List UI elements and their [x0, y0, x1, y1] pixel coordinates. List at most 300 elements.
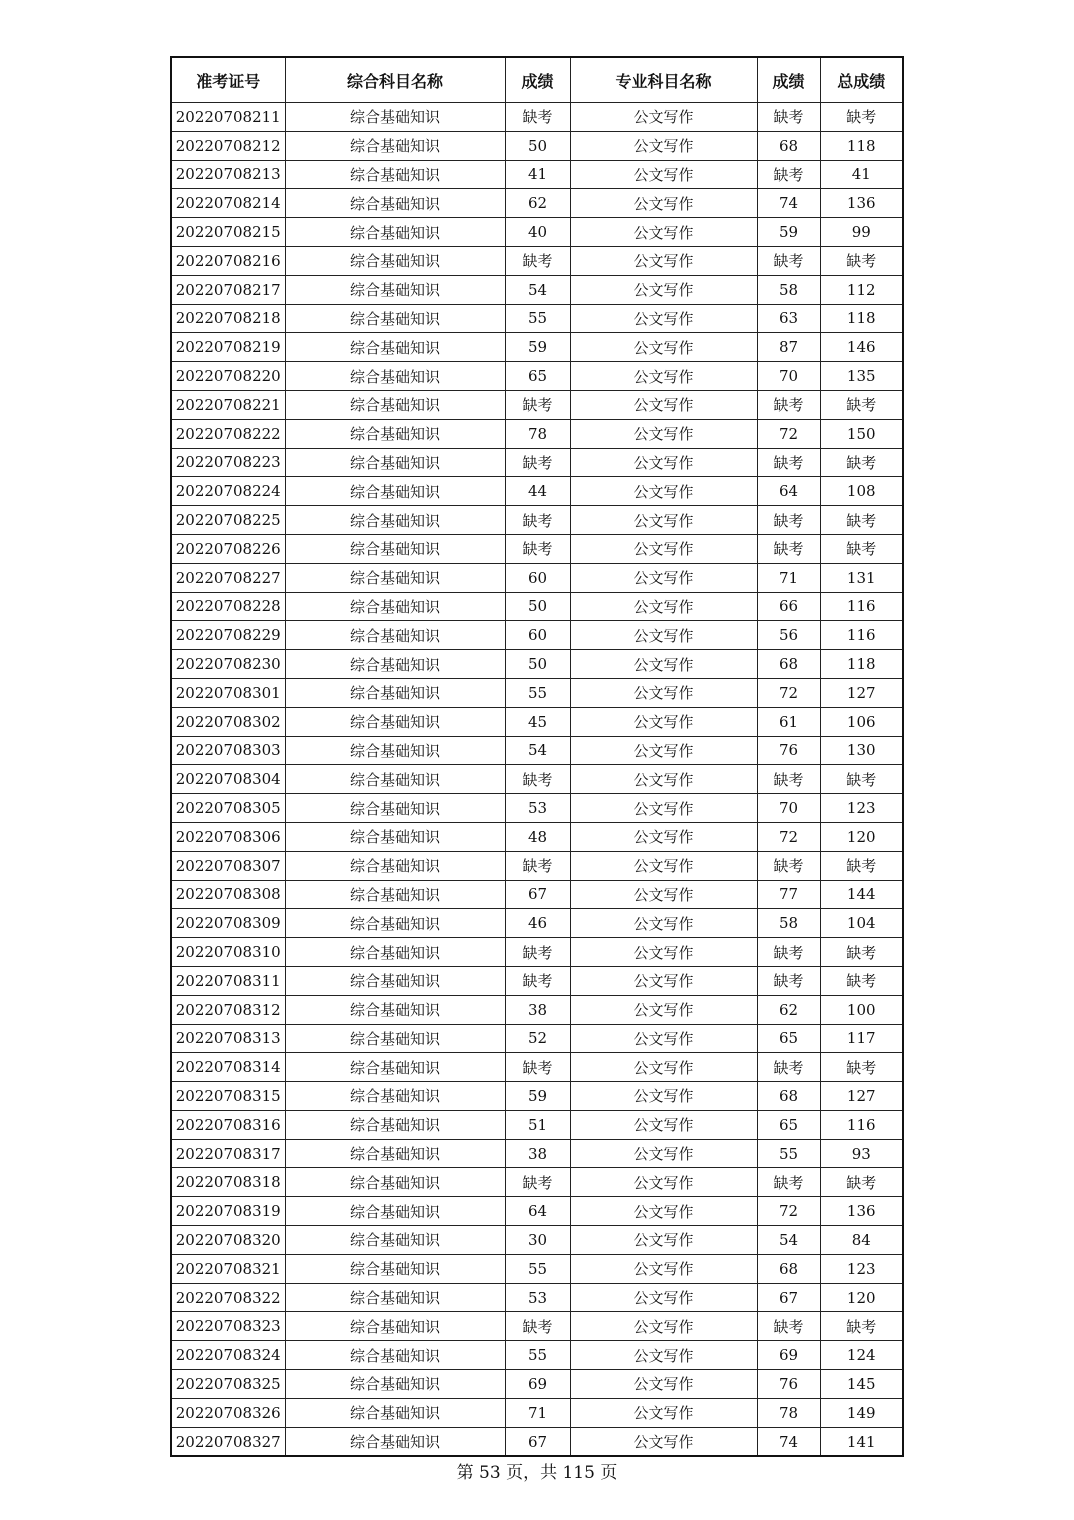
cell-general-subject: 综合基础知识 — [285, 1024, 505, 1053]
cell-general-subject: 综合基础知识 — [285, 1197, 505, 1226]
cell-total-score: 131 — [820, 563, 903, 592]
cell-total-score: 118 — [820, 650, 903, 679]
cell-total-score: 缺考 — [820, 390, 903, 419]
cell-total-score: 缺考 — [820, 851, 903, 880]
table-row — [171, 1053, 903, 1082]
cell-exam-id: 20220708216 — [171, 246, 285, 275]
cell-major-subject: 公文写作 — [570, 160, 757, 189]
cell-exam-id: 20220708320 — [171, 1226, 285, 1255]
cell-exam-id: 20220708228 — [171, 592, 285, 621]
cell-major-subject: 公文写作 — [570, 563, 757, 592]
cell-major-score: 59 — [757, 218, 820, 247]
cell-exam-id: 20220708316 — [171, 1110, 285, 1139]
cell-exam-id: 20220708301 — [171, 678, 285, 707]
cell-general-score: 55 — [505, 1254, 570, 1283]
table-row — [171, 794, 903, 823]
header-major-score: 成绩 — [757, 57, 820, 103]
cell-exam-id: 20220708220 — [171, 362, 285, 391]
cell-total-score: 缺考 — [820, 448, 903, 477]
cell-general-score: 45 — [505, 707, 570, 736]
cell-total-score: 117 — [820, 1024, 903, 1053]
cell-total-score: 84 — [820, 1226, 903, 1255]
cell-major-score: 55 — [757, 1139, 820, 1168]
cell-total-score: 108 — [820, 477, 903, 506]
table-row — [171, 506, 903, 535]
cell-major-subject: 公文写作 — [570, 1370, 757, 1399]
cell-major-score: 缺考 — [757, 534, 820, 563]
cell-total-score: 缺考 — [820, 1312, 903, 1341]
cell-major-score: 70 — [757, 362, 820, 391]
cell-general-subject: 综合基础知识 — [285, 1053, 505, 1082]
cell-major-score: 54 — [757, 1226, 820, 1255]
cell-general-subject: 综合基础知识 — [285, 880, 505, 909]
table-row — [171, 1312, 903, 1341]
cell-major-subject: 公文写作 — [570, 189, 757, 218]
table-row — [171, 880, 903, 909]
cell-total-score: 缺考 — [820, 103, 903, 132]
cell-total-score: 130 — [820, 736, 903, 765]
cell-exam-id: 20220708305 — [171, 794, 285, 823]
cell-major-subject: 公文写作 — [570, 1254, 757, 1283]
cell-total-score: 123 — [820, 1254, 903, 1283]
cell-major-subject: 公文写作 — [570, 1283, 757, 1312]
cell-major-subject: 公文写作 — [570, 304, 757, 333]
table-row — [171, 707, 903, 736]
cell-major-score: 77 — [757, 880, 820, 909]
cell-total-score: 118 — [820, 131, 903, 160]
cell-general-subject: 综合基础知识 — [285, 534, 505, 563]
table-row — [171, 736, 903, 765]
cell-general-subject: 综合基础知识 — [285, 621, 505, 650]
cell-exam-id: 20220708224 — [171, 477, 285, 506]
cell-major-score: 缺考 — [757, 1053, 820, 1082]
cell-total-score: 116 — [820, 1110, 903, 1139]
cell-general-subject: 综合基础知识 — [285, 736, 505, 765]
cell-exam-id: 20220708314 — [171, 1053, 285, 1082]
cell-general-subject: 综合基础知识 — [285, 909, 505, 938]
table-body — [171, 103, 903, 1457]
cell-general-subject: 综合基础知识 — [285, 275, 505, 304]
cell-major-subject: 公文写作 — [570, 275, 757, 304]
cell-general-subject: 综合基础知识 — [285, 1341, 505, 1370]
cell-major-subject: 公文写作 — [570, 534, 757, 563]
table-row — [171, 851, 903, 880]
cell-exam-id: 20220708309 — [171, 909, 285, 938]
cell-total-score: 123 — [820, 794, 903, 823]
cell-major-subject: 公文写作 — [570, 822, 757, 851]
cell-general-subject: 综合基础知识 — [285, 477, 505, 506]
cell-major-score: 78 — [757, 1398, 820, 1427]
table-row — [171, 1110, 903, 1139]
cell-exam-id: 20220708229 — [171, 621, 285, 650]
cell-major-score: 缺考 — [757, 103, 820, 132]
table-row — [171, 1082, 903, 1111]
cell-general-subject: 综合基础知识 — [285, 131, 505, 160]
cell-general-score: 55 — [505, 678, 570, 707]
cell-major-subject: 公文写作 — [570, 390, 757, 419]
table-row — [171, 477, 903, 506]
cell-general-subject: 综合基础知识 — [285, 448, 505, 477]
cell-exam-id: 20220708223 — [171, 448, 285, 477]
cell-general-score: 46 — [505, 909, 570, 938]
cell-exam-id: 20220708215 — [171, 218, 285, 247]
cell-general-subject: 综合基础知识 — [285, 103, 505, 132]
cell-major-score: 72 — [757, 822, 820, 851]
cell-general-score: 67 — [505, 1427, 570, 1456]
cell-major-subject: 公文写作 — [570, 707, 757, 736]
cell-major-subject: 公文写作 — [570, 650, 757, 679]
cell-major-subject: 公文写作 — [570, 477, 757, 506]
cell-general-subject: 综合基础知识 — [285, 1283, 505, 1312]
table-row — [171, 304, 903, 333]
table-row — [171, 160, 903, 189]
table-row — [171, 275, 903, 304]
table-row — [171, 678, 903, 707]
cell-total-score: 缺考 — [820, 246, 903, 275]
cell-general-score: 30 — [505, 1226, 570, 1255]
cell-total-score: 127 — [820, 1082, 903, 1111]
table-row — [171, 1197, 903, 1226]
cell-major-subject: 公文写作 — [570, 678, 757, 707]
cell-general-score: 55 — [505, 304, 570, 333]
cell-major-score: 62 — [757, 995, 820, 1024]
cell-major-subject: 公文写作 — [570, 880, 757, 909]
header-exam-id: 准考证号 — [171, 57, 285, 103]
cell-general-score: 50 — [505, 592, 570, 621]
cell-exam-id: 20220708212 — [171, 131, 285, 160]
cell-major-score: 68 — [757, 650, 820, 679]
cell-general-subject: 综合基础知识 — [285, 1427, 505, 1456]
cell-general-subject: 综合基础知识 — [285, 160, 505, 189]
cell-major-subject: 公文写作 — [570, 103, 757, 132]
cell-major-subject: 公文写作 — [570, 419, 757, 448]
cell-general-subject: 综合基础知识 — [285, 304, 505, 333]
cell-total-score: 144 — [820, 880, 903, 909]
cell-major-subject: 公文写作 — [570, 1341, 757, 1370]
cell-major-score: 缺考 — [757, 390, 820, 419]
table-row — [171, 362, 903, 391]
cell-general-subject: 综合基础知识 — [285, 765, 505, 794]
cell-total-score: 106 — [820, 707, 903, 736]
cell-general-score: 51 — [505, 1110, 570, 1139]
cell-major-score: 58 — [757, 909, 820, 938]
cell-exam-id: 20220708213 — [171, 160, 285, 189]
cell-total-score: 缺考 — [820, 1168, 903, 1197]
cell-total-score: 120 — [820, 822, 903, 851]
cell-exam-id: 20220708218 — [171, 304, 285, 333]
cell-general-score: 缺考 — [505, 966, 570, 995]
cell-general-score: 53 — [505, 1283, 570, 1312]
cell-major-score: 63 — [757, 304, 820, 333]
cell-major-subject: 公文写作 — [570, 506, 757, 535]
cell-general-score: 64 — [505, 1197, 570, 1226]
table-row — [171, 246, 903, 275]
cell-exam-id: 20220708304 — [171, 765, 285, 794]
cell-major-subject: 公文写作 — [570, 1398, 757, 1427]
cell-exam-id: 20220708311 — [171, 966, 285, 995]
cell-major-score: 缺考 — [757, 938, 820, 967]
cell-exam-id: 20220708319 — [171, 1197, 285, 1226]
cell-general-subject: 综合基础知识 — [285, 1398, 505, 1427]
cell-major-score: 66 — [757, 592, 820, 621]
cell-major-subject: 公文写作 — [570, 1082, 757, 1111]
cell-major-score: 69 — [757, 1341, 820, 1370]
cell-exam-id: 20220708217 — [171, 275, 285, 304]
cell-total-score: 缺考 — [820, 966, 903, 995]
cell-general-score: 38 — [505, 1139, 570, 1168]
cell-major-subject: 公文写作 — [570, 765, 757, 794]
cell-exam-id: 20220708307 — [171, 851, 285, 880]
cell-exam-id: 20220708312 — [171, 995, 285, 1024]
cell-major-subject: 公文写作 — [570, 246, 757, 275]
cell-major-subject: 公文写作 — [570, 1226, 757, 1255]
cell-general-subject: 综合基础知识 — [285, 1254, 505, 1283]
cell-general-score: 50 — [505, 131, 570, 160]
cell-general-score: 67 — [505, 880, 570, 909]
cell-major-score: 缺考 — [757, 448, 820, 477]
cell-total-score: 41 — [820, 160, 903, 189]
cell-total-score: 缺考 — [820, 765, 903, 794]
cell-major-subject: 公文写作 — [570, 1168, 757, 1197]
cell-major-score: 68 — [757, 1254, 820, 1283]
cell-major-score: 76 — [757, 736, 820, 765]
table-row — [171, 1398, 903, 1427]
table-row — [171, 1168, 903, 1197]
cell-total-score: 100 — [820, 995, 903, 1024]
cell-total-score: 124 — [820, 1341, 903, 1370]
cell-general-score: 55 — [505, 1341, 570, 1370]
cell-general-score: 48 — [505, 822, 570, 851]
cell-major-subject: 公文写作 — [570, 966, 757, 995]
cell-exam-id: 20220708315 — [171, 1082, 285, 1111]
table-row — [171, 765, 903, 794]
cell-exam-id: 20220708327 — [171, 1427, 285, 1456]
cell-total-score: 141 — [820, 1427, 903, 1456]
cell-total-score: 缺考 — [820, 534, 903, 563]
cell-major-score: 74 — [757, 1427, 820, 1456]
cell-general-subject: 综合基础知识 — [285, 246, 505, 275]
table-row — [171, 938, 903, 967]
cell-general-score: 缺考 — [505, 1053, 570, 1082]
cell-major-subject: 公文写作 — [570, 794, 757, 823]
table-row — [171, 995, 903, 1024]
table-row — [171, 1370, 903, 1399]
cell-general-subject: 综合基础知识 — [285, 563, 505, 592]
header-major-subject: 专业科目名称 — [570, 57, 757, 103]
cell-major-score: 58 — [757, 275, 820, 304]
cell-major-score: 65 — [757, 1024, 820, 1053]
table-row — [171, 419, 903, 448]
cell-major-score: 61 — [757, 707, 820, 736]
cell-general-score: 缺考 — [505, 448, 570, 477]
cell-major-score: 56 — [757, 621, 820, 650]
table-row — [171, 218, 903, 247]
cell-general-score: 59 — [505, 1082, 570, 1111]
table-row — [171, 131, 903, 160]
cell-general-score: 41 — [505, 160, 570, 189]
cell-major-subject: 公文写作 — [570, 851, 757, 880]
cell-total-score: 120 — [820, 1283, 903, 1312]
cell-general-score: 59 — [505, 333, 570, 362]
cell-major-score: 72 — [757, 419, 820, 448]
cell-general-score: 52 — [505, 1024, 570, 1053]
cell-exam-id: 20220708321 — [171, 1254, 285, 1283]
cell-general-score: 65 — [505, 362, 570, 391]
cell-major-score: 70 — [757, 794, 820, 823]
table-row — [171, 592, 903, 621]
cell-general-subject: 综合基础知识 — [285, 189, 505, 218]
cell-exam-id: 20220708317 — [171, 1139, 285, 1168]
table-row — [171, 534, 903, 563]
cell-total-score: 135 — [820, 362, 903, 391]
cell-general-score: 44 — [505, 477, 570, 506]
cell-general-score: 40 — [505, 218, 570, 247]
table-row — [171, 1427, 903, 1456]
cell-exam-id: 20220708325 — [171, 1370, 285, 1399]
cell-exam-id: 20220708310 — [171, 938, 285, 967]
cell-major-score: 68 — [757, 1082, 820, 1111]
cell-exam-id: 20220708211 — [171, 103, 285, 132]
cell-major-score: 缺考 — [757, 851, 820, 880]
cell-general-subject: 综合基础知识 — [285, 650, 505, 679]
cell-exam-id: 20220708219 — [171, 333, 285, 362]
cell-general-score: 缺考 — [505, 938, 570, 967]
cell-general-subject: 综合基础知识 — [285, 1110, 505, 1139]
cell-general-score: 缺考 — [505, 246, 570, 275]
cell-general-score: 60 — [505, 563, 570, 592]
cell-exam-id: 20220708323 — [171, 1312, 285, 1341]
cell-exam-id: 20220708227 — [171, 563, 285, 592]
cell-major-score: 缺考 — [757, 1312, 820, 1341]
cell-total-score: 116 — [820, 621, 903, 650]
table-row — [171, 1139, 903, 1168]
cell-general-subject: 综合基础知识 — [285, 218, 505, 247]
cell-major-subject: 公文写作 — [570, 362, 757, 391]
cell-total-score: 缺考 — [820, 1053, 903, 1082]
cell-major-score: 72 — [757, 678, 820, 707]
cell-major-score: 缺考 — [757, 160, 820, 189]
cell-major-subject: 公文写作 — [570, 1110, 757, 1139]
cell-general-subject: 综合基础知识 — [285, 822, 505, 851]
cell-major-score: 67 — [757, 1283, 820, 1312]
header-general-subject: 综合科目名称 — [285, 57, 505, 103]
header-general-score: 成绩 — [505, 57, 570, 103]
table-row — [171, 448, 903, 477]
cell-major-score: 缺考 — [757, 765, 820, 794]
cell-total-score: 缺考 — [820, 938, 903, 967]
cell-major-subject: 公文写作 — [570, 592, 757, 621]
cell-general-score: 54 — [505, 736, 570, 765]
cell-total-score: 146 — [820, 333, 903, 362]
cell-general-score: 缺考 — [505, 534, 570, 563]
cell-general-subject: 综合基础知识 — [285, 592, 505, 621]
page-number: 第 53 页，共 115 页 — [456, 1463, 618, 1483]
cell-major-subject: 公文写作 — [570, 938, 757, 967]
cell-exam-id: 20220708302 — [171, 707, 285, 736]
cell-major-score: 65 — [757, 1110, 820, 1139]
cell-exam-id: 20220708308 — [171, 880, 285, 909]
score-table — [170, 56, 904, 1457]
cell-exam-id: 20220708322 — [171, 1283, 285, 1312]
cell-general-score: 54 — [505, 275, 570, 304]
cell-general-subject: 综合基础知识 — [285, 966, 505, 995]
table-row — [171, 650, 903, 679]
cell-general-score: 60 — [505, 621, 570, 650]
cell-general-subject: 综合基础知识 — [285, 1226, 505, 1255]
cell-major-score: 71 — [757, 563, 820, 592]
cell-general-score: 53 — [505, 794, 570, 823]
cell-general-score: 缺考 — [505, 851, 570, 880]
cell-major-subject: 公文写作 — [570, 1139, 757, 1168]
cell-total-score: 112 — [820, 275, 903, 304]
cell-major-score: 64 — [757, 477, 820, 506]
cell-general-subject: 综合基础知识 — [285, 362, 505, 391]
cell-general-score: 缺考 — [505, 506, 570, 535]
cell-total-score: 150 — [820, 419, 903, 448]
cell-general-subject: 综合基础知识 — [285, 1312, 505, 1341]
table-row — [171, 103, 903, 132]
cell-total-score: 136 — [820, 1197, 903, 1226]
table-row — [171, 189, 903, 218]
cell-major-subject: 公文写作 — [570, 909, 757, 938]
cell-exam-id: 20220708326 — [171, 1398, 285, 1427]
cell-exam-id: 20220708303 — [171, 736, 285, 765]
cell-general-subject: 综合基础知识 — [285, 995, 505, 1024]
cell-total-score: 116 — [820, 592, 903, 621]
cell-general-subject: 综合基础知识 — [285, 1082, 505, 1111]
cell-general-subject: 综合基础知识 — [285, 1370, 505, 1399]
cell-general-subject: 综合基础知识 — [285, 1168, 505, 1197]
cell-major-subject: 公文写作 — [570, 218, 757, 247]
cell-general-subject: 综合基础知识 — [285, 1139, 505, 1168]
cell-major-score: 68 — [757, 131, 820, 160]
cell-major-score: 76 — [757, 1370, 820, 1399]
cell-general-score: 78 — [505, 419, 570, 448]
cell-major-subject: 公文写作 — [570, 131, 757, 160]
table-row — [171, 1283, 903, 1312]
cell-major-subject: 公文写作 — [570, 1427, 757, 1456]
cell-major-subject: 公文写作 — [570, 1024, 757, 1053]
cell-major-score: 缺考 — [757, 246, 820, 275]
cell-major-subject: 公文写作 — [570, 621, 757, 650]
cell-total-score: 145 — [820, 1370, 903, 1399]
cell-total-score: 93 — [820, 1139, 903, 1168]
cell-major-score: 74 — [757, 189, 820, 218]
cell-general-score: 缺考 — [505, 390, 570, 419]
cell-general-score: 缺考 — [505, 1312, 570, 1341]
cell-major-subject: 公文写作 — [570, 1197, 757, 1226]
cell-exam-id: 20220708324 — [171, 1341, 285, 1370]
cell-exam-id: 20220708214 — [171, 189, 285, 218]
cell-major-score: 缺考 — [757, 1168, 820, 1197]
cell-general-score: 缺考 — [505, 1168, 570, 1197]
cell-general-score: 71 — [505, 1398, 570, 1427]
header-total-score: 总成绩 — [820, 57, 903, 103]
cell-exam-id: 20220708225 — [171, 506, 285, 535]
cell-major-subject: 公文写作 — [570, 333, 757, 362]
cell-major-score: 缺考 — [757, 506, 820, 535]
cell-general-subject: 综合基础知识 — [285, 851, 505, 880]
cell-major-subject: 公文写作 — [570, 995, 757, 1024]
cell-general-subject: 综合基础知识 — [285, 506, 505, 535]
cell-exam-id: 20220708313 — [171, 1024, 285, 1053]
cell-general-score: 62 — [505, 189, 570, 218]
table-row — [171, 1254, 903, 1283]
table-row — [171, 1341, 903, 1370]
table-row — [171, 822, 903, 851]
cell-total-score: 127 — [820, 678, 903, 707]
cell-general-subject: 综合基础知识 — [285, 678, 505, 707]
